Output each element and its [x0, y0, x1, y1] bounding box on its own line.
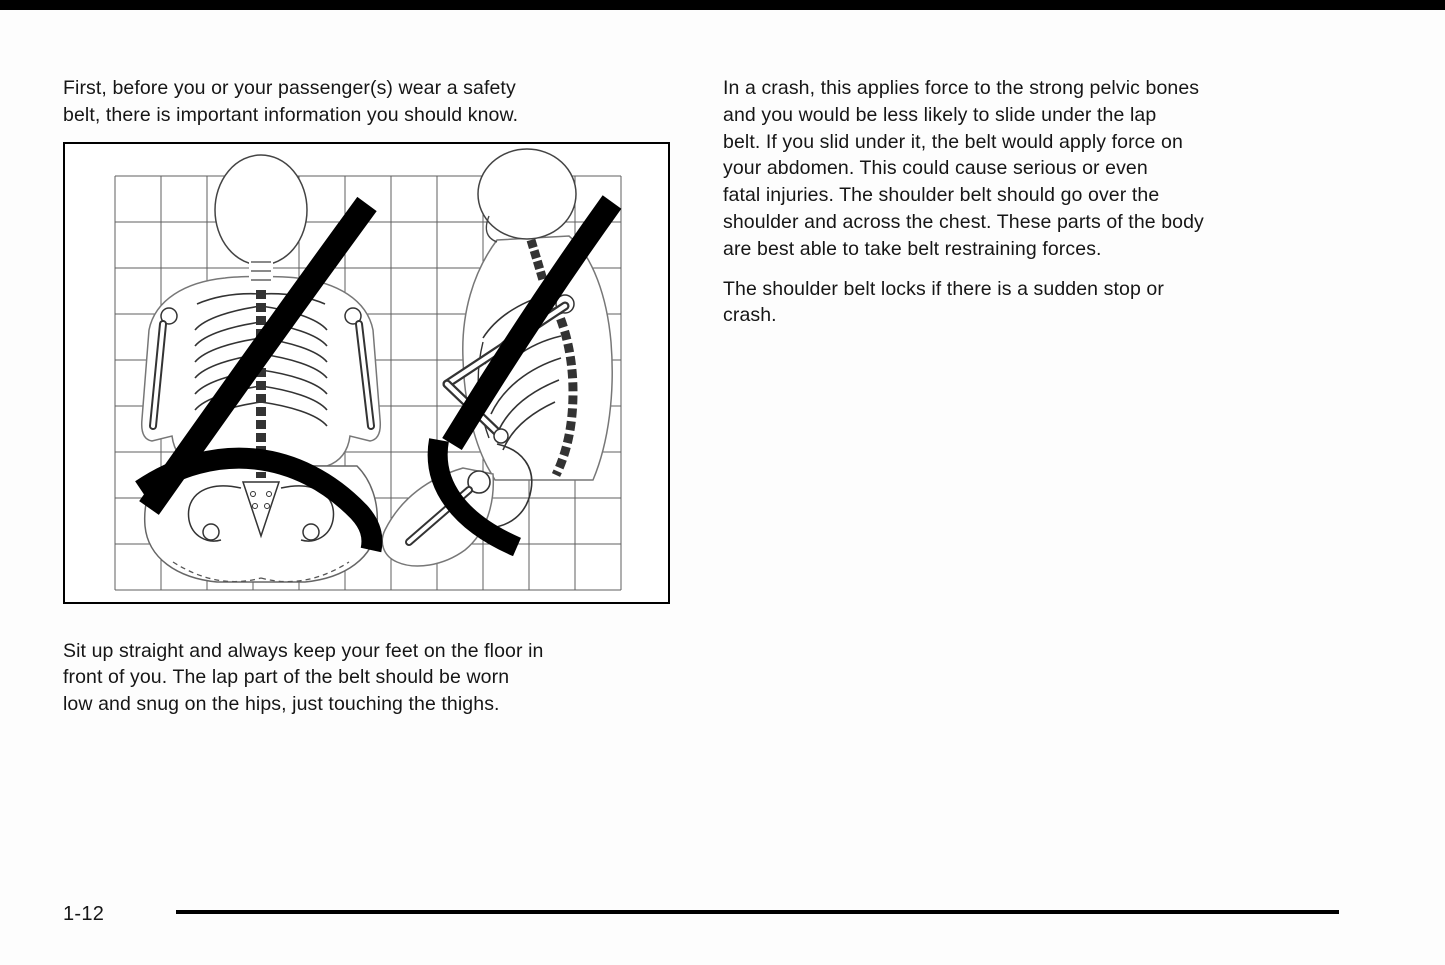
text-line: belt, there is important information you should know.: [63, 103, 519, 126]
body-paragraph-2: [723, 276, 1341, 330]
text-line: are best able to take belt restraining forces.: [723, 237, 1102, 260]
right-column: [723, 75, 1341, 329]
page-number: 1-12: [63, 903, 105, 925]
text-line: First, before you or your passenger(s) wear a safety: [63, 77, 516, 99]
text-line: Sit up straight and always keep your feet on the floor in: [63, 639, 544, 662]
text-line: and you would be less likely to slide under the lap: [723, 103, 1157, 126]
footer-rule: [176, 910, 1339, 914]
text-line: front of you. The lap part of the belt should be worn: [63, 666, 510, 689]
text-line: fatal injuries. The shoulder belt should go over the: [723, 184, 1160, 207]
seatbelt-diagram: [65, 144, 668, 602]
text-line: In a crash, this applies force to the strong pelvic bones: [723, 77, 1200, 99]
caption-paragraph: [63, 638, 675, 718]
body-paragraph-1: [723, 75, 1341, 263]
text-line: your abdomen. This could cause serious or even: [723, 157, 1148, 180]
top-border-bar: [0, 0, 1445, 10]
seatbelt-figure-frame: [63, 142, 670, 604]
text-line: belt. If you slid under it, the belt would apply force on: [723, 130, 1183, 153]
text-line: The shoulder belt locks if there is a sudden stop or: [723, 277, 1164, 300]
text-line: low and snug on the hips, just touching the thighs.: [63, 693, 500, 716]
left-column: [63, 75, 675, 718]
intro-paragraph: [63, 75, 675, 129]
text-line: crash.: [723, 304, 777, 327]
text-line: shoulder and across the chest. These parts of the body: [723, 210, 1204, 233]
